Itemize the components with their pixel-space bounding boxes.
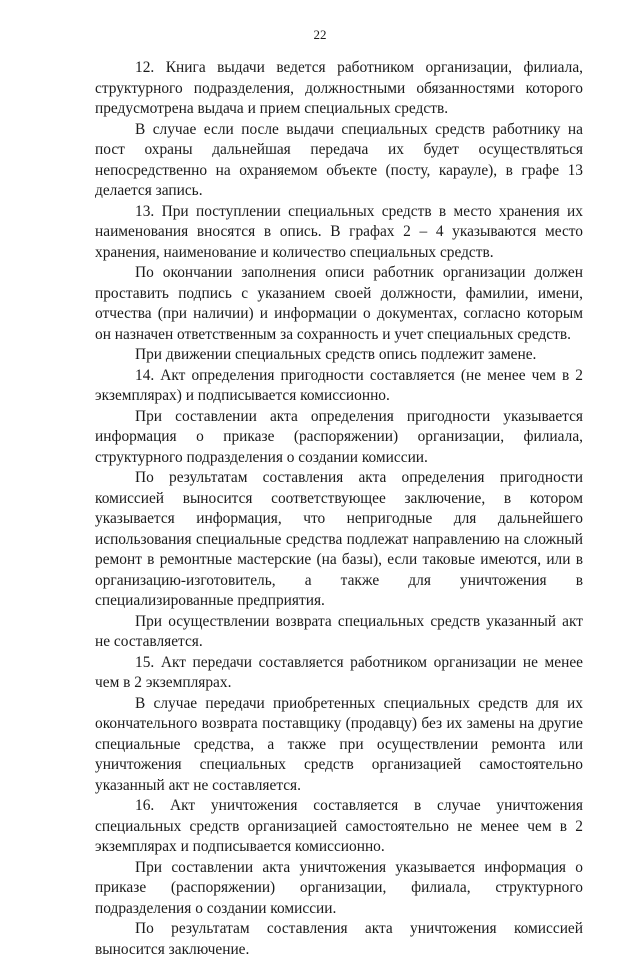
paragraph-destruction-conclusion: По результатам составления акта уничтожения комиссией выносится заключение. bbox=[95, 920, 583, 958]
paragraph-16-destruction-act: 16. Акт уничтожения составляется в случае уничтожения специальных средств организацией самостоятельно не менее чем в 2 экземплярах и подписывается комиссионно. bbox=[95, 797, 583, 855]
paragraph-inventory-replacement: При движении специальных средств опись подлежит замене. bbox=[135, 346, 537, 363]
paragraph-transfer-exceptions: В случае передачи приобретенных специальных средств для их окончательного возврата поставщику (продавцу) без их замены на другие специальные средства, а также при осуществлении ремонта или уничтожения специальных средств организацией самостоятельно указанный акт не составляется. bbox=[95, 694, 583, 794]
paragraph-suitability-conclusion: По результатам составления акта определения пригодности комиссией выносится соответствующее заключение, в котором указывается информация, что непригодные для дальнейшего использования специальные средства подлежат направлению на сложный ремонт в ремонтные мастерские (на базы), если таковые имеются, или в организацию-изготовитель, а также для уничтожения в специализированные предприятия. bbox=[95, 469, 583, 609]
paragraph-13-inventory: 13. При поступлении специальных средств в место хранения их наименования вносятся в опись. В графах 2 – 4 указываются место хранения, наименование и количество специальных средств. bbox=[95, 202, 583, 261]
paragraph-14-suitability-act: 14. Акт определения пригодности составляется (не менее чем в 2 экземплярах) и подписывается комиссионно. bbox=[95, 366, 583, 404]
paragraph-inventory-signature: По окончании заполнения описи работник организации должен проставить подпись с указанием своей должности, фамилии, имени, отчества (при наличии) и информации о документах, согласно которым он назначен ответственным за сохранность и учет специальных средств. bbox=[95, 264, 583, 343]
paragraph-suitability-commission: При составлении акта определения пригодности указывается информация о приказе (распоряжении) организации, филиала, структурного подразделения о создании комиссии. bbox=[95, 407, 583, 466]
page-number: 22 bbox=[313, 27, 327, 42]
paragraph-destruction-commission: При составлении акта уничтожения указывается информация о приказе (распоряжении) организации, филиала, структурного подразделения о создании комиссии. bbox=[95, 858, 583, 917]
paragraph-12-book: 12. Книга выдачи ведется работником организации, филиала, структурного подразделения, должностными обязанностями которого предусмотрена выдача и прием специальных средств. bbox=[95, 59, 583, 117]
paragraph-15-transfer-act: 15. Акт передачи составляется работником организации не менее чем в 2 экземплярах. bbox=[95, 653, 583, 691]
paragraph-guard-post: В случае если после выдачи специальных средств работнику на пост охраны дальнейшая передача их будет осуществляться непосредственно на охраняемом объекте (посту, карауле), в графе 13 делается запись. bbox=[95, 120, 583, 199]
paragraph-return-no-act: При осуществлении возврата специальных средств указанный акт не составляется. bbox=[95, 612, 583, 650]
document-body bbox=[95, 58, 583, 960]
